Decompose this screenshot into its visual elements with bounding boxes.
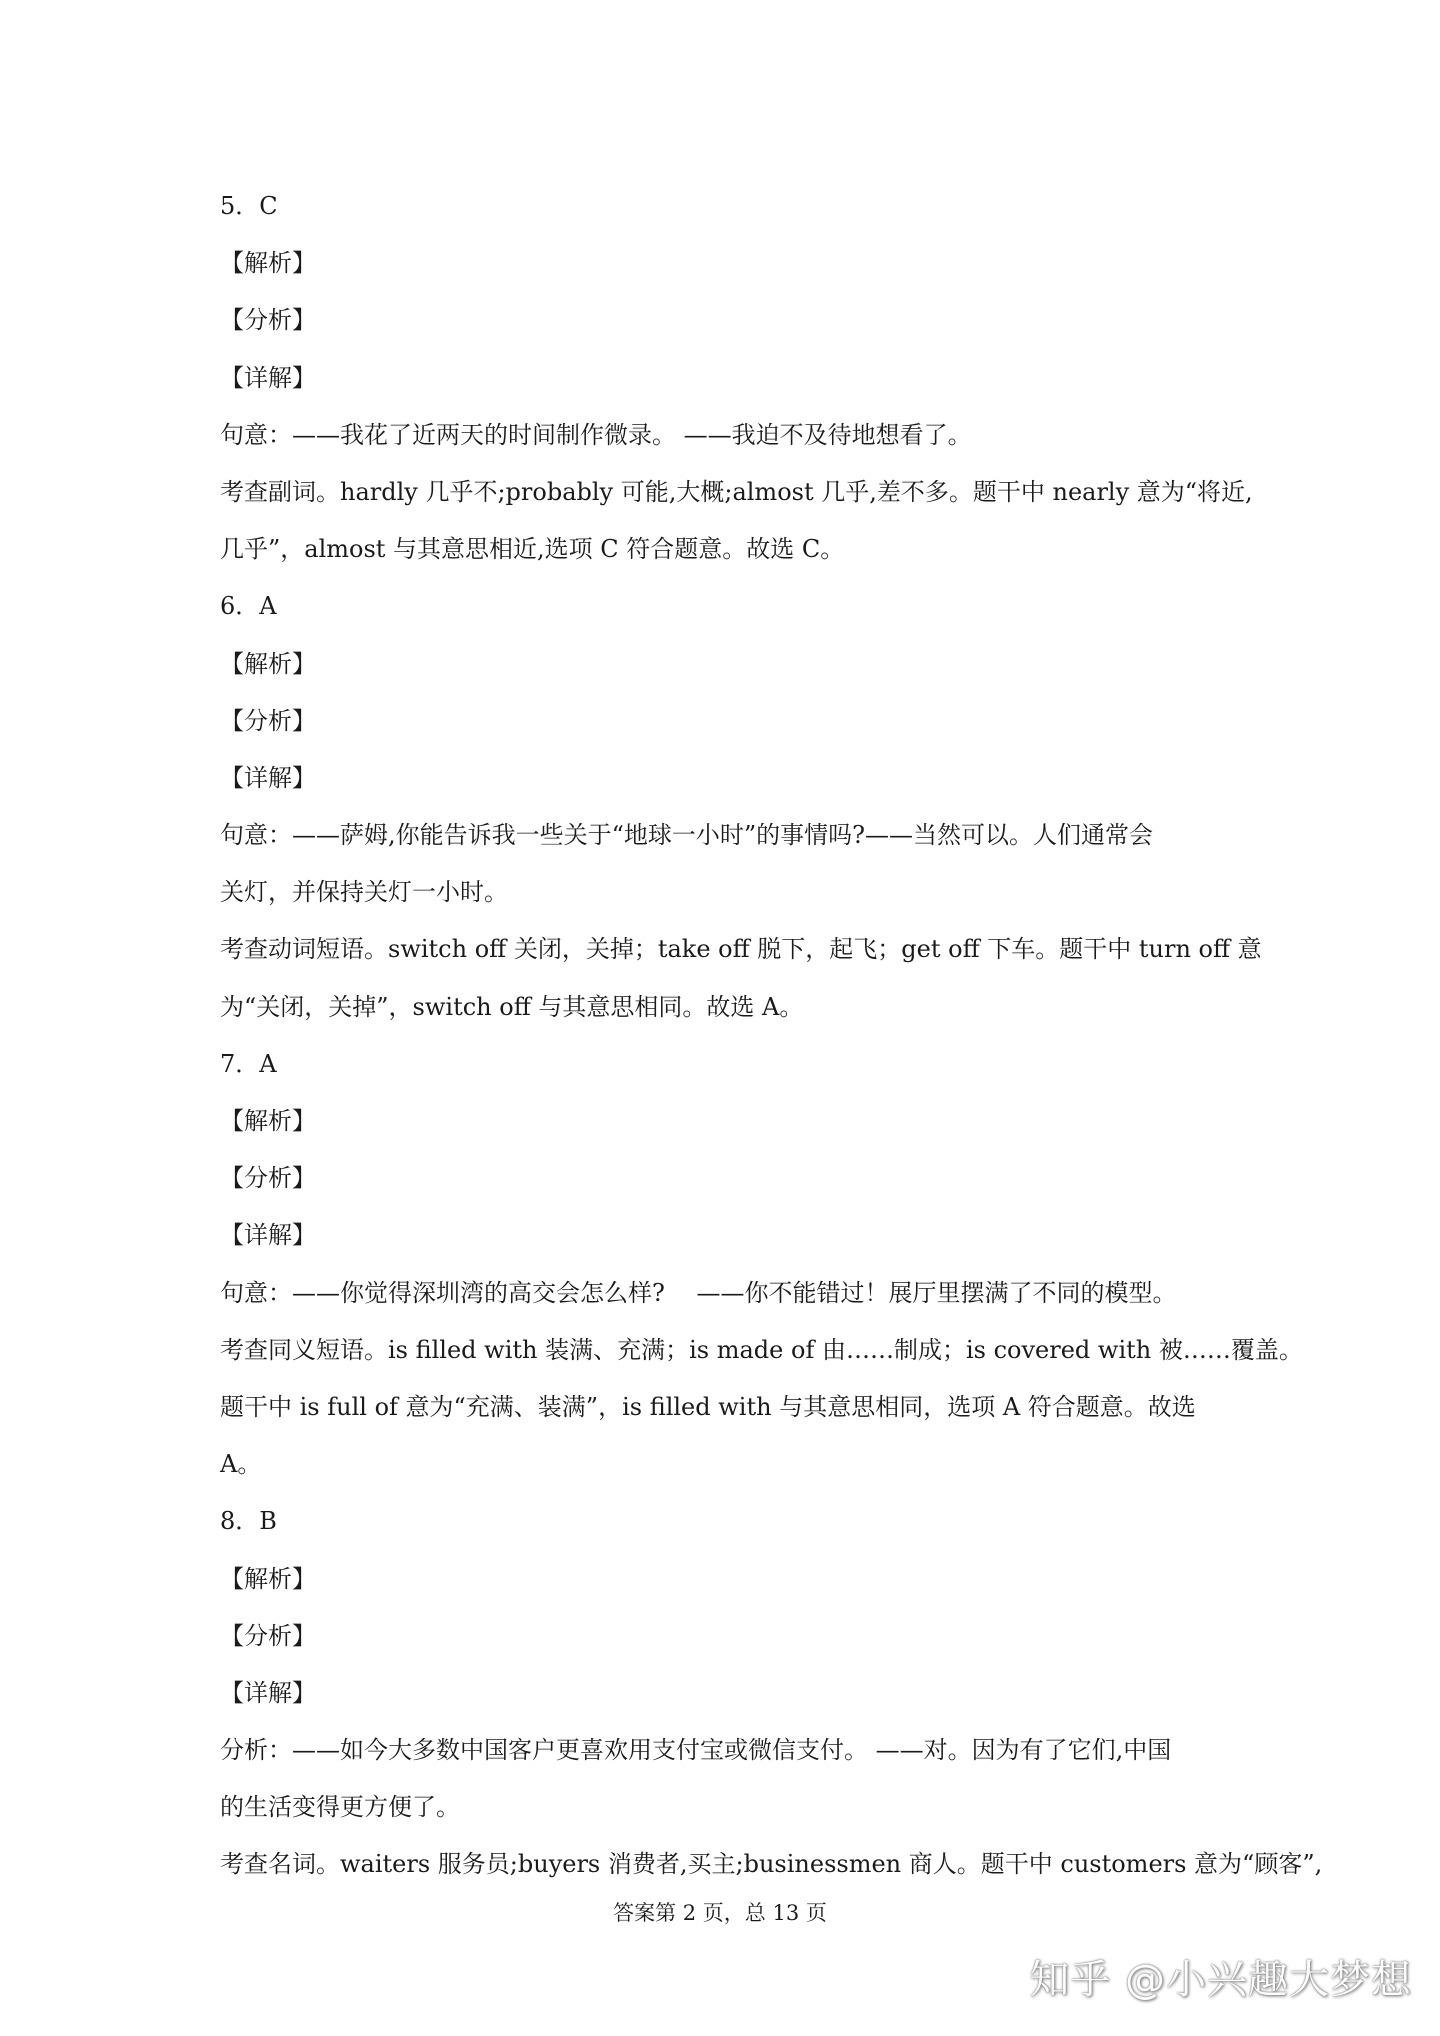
sentence-meaning: 句意：——萨姆,你能告诉我一些关于“地球一小时”的事情吗?——当然可以。人们通常会: [220, 821, 1154, 850]
section-label-breakdown: 【分析】: [220, 706, 316, 735]
section-label-breakdown: 【分析】: [220, 1164, 316, 1193]
sentence-meaning: 分析：——如今大多数中国客户更喜欢用支付宝或微信支付。 ——对。因为有了它们,中国: [220, 1736, 1172, 1765]
explanation-text: 几乎”，almost 与其意思相近,选项 C 符合题意。故选 C。: [220, 535, 845, 564]
sentence-meaning: 句意：——你觉得深圳湾的高交会怎么样? ——你不能错过！展厅里摆满了不同的模型。: [220, 1278, 1177, 1307]
sentence-meaning: 句意：——我花了近两天的时间制作微录。 ——我迫不及待地想看了。: [220, 420, 972, 449]
section-label-breakdown: 【分析】: [220, 1621, 316, 1650]
answer-number: 7．A: [220, 1049, 277, 1078]
section-label-breakdown: 【分析】: [220, 306, 316, 335]
explanation-text: 考查名词。waiters 服务员;buyers 消费者,买主;businessmen 商人。题干中 customers 意为“顾客”,: [220, 1850, 1323, 1879]
answer-number: 6．A: [220, 592, 277, 621]
explanation-text: 考查副词。hardly 几乎不;probably 可能,大概;almost 几乎,差不多。题干中 nearly 意为“将近,: [220, 477, 1253, 506]
explanation-text: 题干中 is full of 意为“充满、装满”，is filled with 与其意思相同，选项 A 符合题意。故选: [220, 1392, 1196, 1421]
sentence-meaning: 关灯，并保持关灯一小时。: [220, 878, 508, 907]
explanation-text: A。: [220, 1450, 262, 1479]
explanation-text: 考查动词短语。switch off 关闭，关掉；take off 脱下，起飞；get off 下车。题干中 turn off 意: [220, 935, 1262, 964]
page-footer: 答案第 2 页，总 13 页: [613, 1901, 827, 1925]
section-label-detail: 【详解】: [220, 763, 316, 792]
section-label-analysis: 【解析】: [220, 249, 316, 278]
sentence-meaning: 的生活变得更方便了。: [220, 1793, 460, 1822]
section-label-analysis: 【解析】: [220, 649, 316, 678]
explanation-text: 考查同义短语。is filled with 装满、充满；is made of 由……制成；is covered with 被……覆盖。: [220, 1335, 1303, 1364]
answer-number: 5．C: [220, 192, 278, 220]
answer-number: 8．B: [220, 1507, 277, 1536]
section-label-detail: 【详解】: [220, 1678, 316, 1707]
answer-body: [220, 178, 1323, 1894]
section-label-detail: 【详解】: [220, 1221, 316, 1250]
explanation-text: 为“关闭，关掉”，switch off 与其意思相同。故选 A。: [220, 992, 804, 1021]
section-label-detail: 【详解】: [220, 363, 316, 392]
section-label-analysis: 【解析】: [220, 1564, 316, 1593]
zhihu-watermark: 知乎 @小兴趣大梦想: [1029, 1957, 1412, 2003]
section-label-analysis: 【解析】: [220, 1107, 316, 1135]
